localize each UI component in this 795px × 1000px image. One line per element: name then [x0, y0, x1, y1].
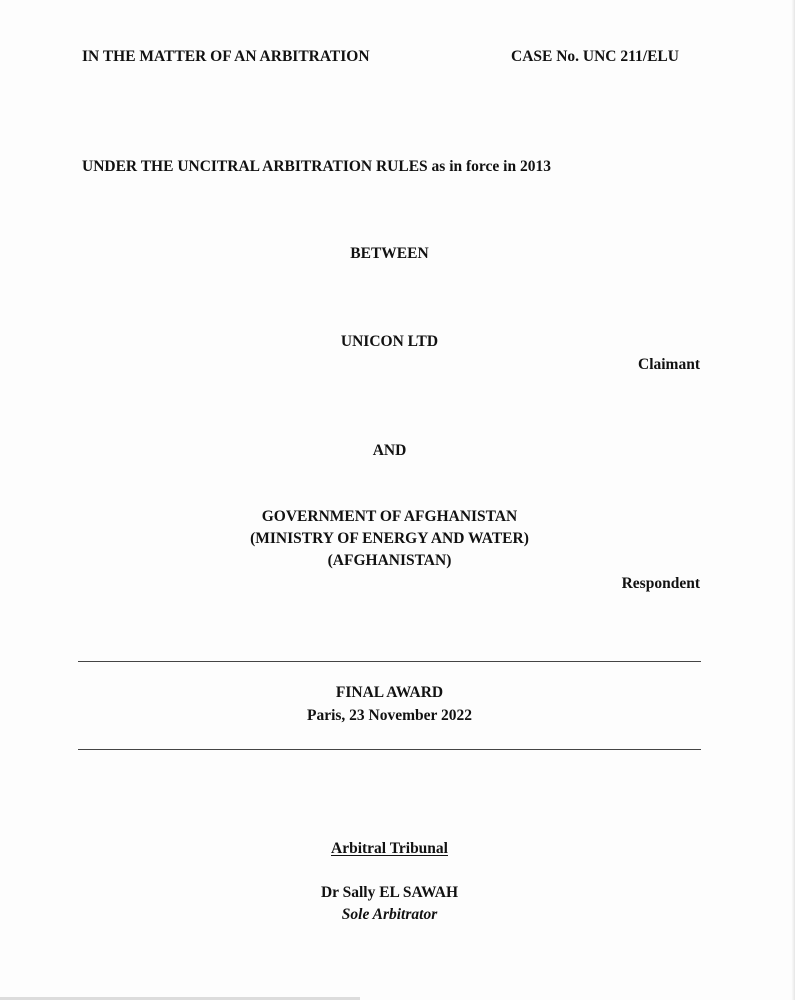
award-place-date: Paris, 23 November 2022	[306, 707, 473, 724]
tribunal-heading: Arbitral Tribunal	[331, 840, 448, 857]
award-title: FINAL AWARD	[335, 684, 444, 701]
divider-top	[78, 661, 701, 662]
claimant-role: Claimant	[638, 356, 700, 373]
claimant-name: UNICON LTD	[340, 333, 439, 350]
arbitrator-name: Dr Sally EL SAWAH	[320, 884, 459, 901]
arbitrator-role: Sole Arbitrator	[341, 906, 438, 923]
respondent-name-line3: (AFGHANISTAN)	[327, 552, 452, 569]
respondent-name-line1: GOVERNMENT OF AFGHANISTAN	[261, 508, 518, 525]
case-number: CASE No. UNC 211/ELU	[511, 48, 679, 65]
between-label: BETWEEN	[350, 245, 429, 262]
matter-heading: IN THE MATTER OF AN ARBITRATION	[82, 48, 370, 65]
rules-line	[82, 159, 551, 175]
respondent-role: Respondent	[621, 575, 700, 592]
rules-suffix: as in force in 2013	[431, 158, 551, 175]
divider-bottom	[78, 749, 701, 750]
scan-edge-shadow	[791, 0, 795, 1000]
rules-prefix: UNDER THE UNCITRAL ARBITRATION RULES	[82, 158, 428, 175]
and-label: AND	[372, 442, 407, 459]
respondent-name-line2: (MINISTRY OF ENERGY AND WATER)	[250, 530, 529, 547]
